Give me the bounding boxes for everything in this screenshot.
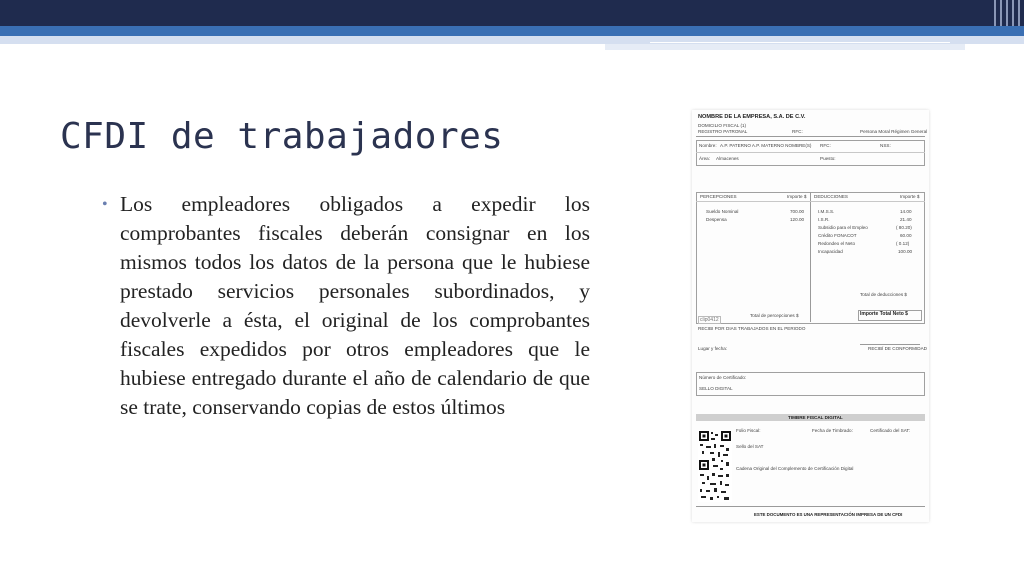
receipt-leyenda: ESTE DOCUMENTO ES UNA REPRESENTACIÓN IMPRESA DE UN CFDI (754, 512, 903, 517)
receipt-ded-label: Redondeo el Neto (818, 241, 856, 246)
receipt-ded-label: Subsidio para el Empleo (818, 225, 868, 230)
receipt-fecha-timbrado: Fecha de Timbrado: (812, 428, 853, 433)
receipt-total-deducciones: Total de deducciones $ (860, 292, 907, 297)
receipt-ded-value: 60.00 (900, 233, 912, 238)
header-band-accent (0, 26, 1024, 36)
receipt-percepciones: PERCEPCIONES (700, 194, 737, 199)
receipt-nombre: A.P. PATERNO A.P. MATERNO NOMBRE(S) (720, 143, 812, 148)
receipt-dias: DIAS TRABAJADOS EN EL PERIODO (726, 326, 806, 331)
receipt-ded-value: 21.40 (900, 217, 912, 222)
header-rule (650, 42, 950, 43)
header-band-dark (0, 0, 1024, 26)
receipt-certificado: Número de Certificado: (699, 375, 747, 380)
receipt-ded-value: 14.00 (900, 209, 912, 214)
receipt-area-label: Área: (699, 156, 710, 161)
receipt-ded-label: I.S.R. (818, 217, 830, 222)
receipt-sello-sat: Sello del SAT (736, 444, 764, 449)
receipt-registro: REGISTRO PATRONAL (698, 129, 748, 134)
receipt-nss-label: NSS: (880, 143, 891, 148)
receipt-area: Almacenes (716, 156, 739, 161)
receipt-conformidad: RECIBÍ DE CONFORMIDAD (868, 346, 927, 351)
receipt-ded-value: ( 0.12) (896, 241, 910, 246)
bullet-marker: • (102, 196, 108, 213)
receipt-stamp: clip0412 (700, 317, 719, 323)
bullet-text: Los empleadores obligados a expedir los comprobantes fiscales deberán consignar en los mismos todos los datos de la persona que le hubiese prestado servicios personales subordinados, y devolverle a ésta, el original de los comprobantes fiscales expedidos por otros empleadores que le hubiese entregado durante el año de calendario de que se trate, conservando copias de estos últimos (120, 192, 590, 419)
receipt-ded-label: Crédito FONACOT (818, 233, 857, 238)
receipt-ded-label: I.M.S.S. (818, 209, 835, 214)
receipt-rfc-label: RFC: (792, 129, 803, 134)
receipt-regimen: Persona Moral Régimen General (860, 129, 928, 134)
receipt-importe-ded: Importe $ (900, 194, 920, 199)
receipt-lugar: Lugar y fecha: (698, 346, 728, 351)
receipt-sello: SELLO DIGITAL (699, 386, 733, 391)
header-band-pale-secondary (605, 44, 965, 50)
receipt-nombre-label: Nombre: (699, 143, 717, 148)
slide-title: CFDI de trabajadores (60, 116, 504, 157)
receipt-cadena: Cadena Original del Complemento de Certificación Digital (736, 466, 854, 471)
receipt-perc-value: 700.00 (790, 209, 805, 214)
receipt-total-percepciones: Total de percepciones $ (750, 313, 799, 318)
bullet-list (96, 190, 590, 422)
payroll-receipt-image (692, 110, 929, 522)
receipt-ded-label: Incapacidad (818, 249, 843, 254)
receipt-ded-value: 100.00 (898, 249, 913, 254)
receipt-ded-value: ( 80.20) (896, 225, 912, 230)
bullet-item (96, 190, 590, 422)
receipt-deducciones: DEDUCCIONES (814, 194, 848, 199)
qr-code-icon (698, 430, 732, 502)
header-stripes (990, 0, 1024, 26)
receipt-perc-label: Despensa (706, 217, 727, 222)
receipt-domicilio: DOMICILIO FISCAL (1) (698, 123, 747, 128)
receipt-rfc2-label: RFC: (820, 143, 831, 148)
receipt-company: NOMBRE DE LA EMPRESA, S.A. DE C.V. (698, 114, 806, 120)
receipt-importe-perc: Importe $ (787, 194, 807, 199)
receipt-folio: Folio Fiscal: (736, 428, 761, 433)
receipt-recibi: RECIBI POR (698, 326, 725, 331)
receipt-cert-sat: Certificado del SAT: (870, 428, 910, 433)
receipt-perc-label: Sueldo Nominal (706, 209, 739, 214)
receipt-timbre: TIMBRE FISCAL DIGITAL (788, 415, 843, 420)
receipt-perc-value: 120.00 (790, 217, 805, 222)
receipt-importe-neto: Importe Total Neto $ (860, 311, 908, 317)
receipt-puesto-label: Puesto: (820, 156, 836, 161)
